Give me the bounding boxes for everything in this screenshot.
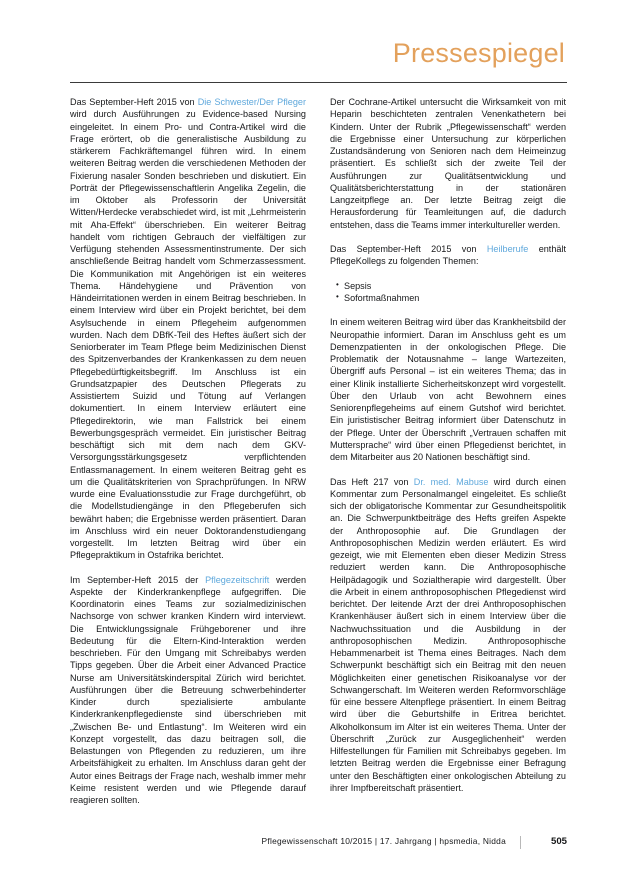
article-columns xyxy=(70,96,567,806)
article-paragraph: Das Heft 217 von Dr. med. Mabuse wird durch einen Kommentar zum Personalmangel eingeleitet. Es schließt sich der obligatorische Kommentar zur Gesundheitspolitik an. Die Schwerpunktbeiträge des Hefts greifen Aspekte der Anthroposophie auf. Die Grundlagen der Anthroposophischen Medizin werden erläutert. Es wird gezeigt, wie mit Elementen eben dieser Medizin Stress reduziert werden kann. Die Anthroposophische Heilpädagogik und Sozialtherapie wird dargestellt. Über die Arbeit in einem anthroposophischen Pflegedienst wird berichtet. Der leitende Arzt der drei Anthroposophischen Krankenhäuser äußert sich in einem Interview über die Nachwuchssituation und die Ausbildung in der anthroposophischen Medizin. Anthroposophische Hebammenarbeit ist Thema eines Beitrages. Nach dem Schwerpunkt beschäftigt sich ein Beitrag mit den neuen Möglichkeiten einer genetischen Risikoanalyse vor der Schwangerschaft. Im Weiteren werden Reformvorschläge für eine bessere Altenpflege präsentiert. In einem Beitrag wird über die Geburtshilfe in Eritrea berichtet. Alkoholkonsum im Alter ist ein weiteres Thema. Unter der Überschrift „Zurück zur Ausgeglichenheit“ werden Hilfestellungen für Familien mit Schreibabys gegeben. Im letzten Beitrag werden die Ergebnisse einer Befragung unter den Beschäftigten einer onkologischen Abteilung zu ihrer Impfbereitschaft präsentiert. xyxy=(330,476,566,793)
article-paragraph: Der Cochrane-Artikel untersucht die Wirksamkeit von mit Heparin beschichteten zentralen Venenkathetern bei Kindern. Unter der Rubrik „Pflegewissenschaft“ werden die Ergebnisse einer Untersuchung zur körperlichen Zustandsänderung von Senioren nach dem Heimeinzug präsentiert. Es schließt sich der zweite Teil der Ausführungen zur Qualitätsentwicklung und Qualitätsberichterstattung in der stationären Langzeitpflege an. Der letzte Beitrag zeigt die Herausforderung für Teamleitungen auf, die dadurch entstehen, dass die Teams immer interkultureller werden. xyxy=(330,97,566,230)
article-paragraph: Das September-Heft 2015 von Heilberufe enthält PflegeKollegs zu folgenden Themen: xyxy=(330,243,566,267)
page-footer xyxy=(70,836,567,849)
journal-link[interactable]: Dr. med. Mabuse xyxy=(413,476,489,487)
page-title: Pressespiegel xyxy=(392,38,565,68)
list-item: • Sepsis xyxy=(338,280,566,292)
journal-link[interactable]: Die Schwester/Der Pfleger xyxy=(197,97,306,107)
journal-link[interactable]: Pflegezeitschrift xyxy=(205,574,270,585)
masthead xyxy=(70,38,567,69)
masthead-divider xyxy=(70,82,567,83)
topic-list xyxy=(330,280,566,305)
journal-link[interactable]: Heilberufe xyxy=(486,243,529,254)
footer-citation: Pflegewissenschaft 10/2015 | 17. Jahrgang | hpsmedia, Nidda xyxy=(261,836,506,846)
article-paragraph: In einem weiteren Beitrag wird über das Krankheitsbild der Neuropathie informiert. Daran im Anschluss geht es um Demenzpatienten in der onkologischen Pflege. Die Problematik der Notausnahme – lange Wartezeiten, Übergriff aufs Personal – ist ein weiteres Thema; das in einer Klinik installierte Sicherheitskonzept wird vorgestellt. Über den Urlaub von acht Bewohnern eines Seniorenpflegeheims auf einem Gutshof wird berichtet. Ein jurististischer Beitrag informiert über Datenschutz in der Pflege. Unter der Überschrift „Vertrauen schaffen mit Muttersprache“ wird über einen Pflegedienst berichtet, in dem Mitarbeiter aus 20 Nationen beschäftigt sind. xyxy=(330,317,566,463)
article-paragraph: Das September-Heft 2015 von Die Schwester/Der Pfleger wird durch Ausführungen zu Evidence-based Nursing eingeleitet. In einem Pro- und Contra-Artikel wird die Frage erörtert, ob die generalistische Ausbildung zu stärkerem Fachkräftemangel führen wird. In einem weiteren Beitrag werden die verschiedenen Methoden der Fixierung nasaler Sonden beschrieben und diskutiert. Ein Porträt der Pflegewissenschaftlerin Angelika Zegelin, die im Oktober als Professorin der Universität Witten/Herdecke verabschiedet wird, ist mit „Lehrmeisterin mit Aha-Effekt“ überschrieben. Ein weiterer Beitrag handelt vom richtigen Gebrauch der vielfältigen zur Verfügung stehenden Assessmentinstrumente. Der sich anschließende Beitrag handelt vom Schmerzassessment. Die Kommunikation mit Angehörigen ist ein weiteres Thema. Händehygiene und Prävention von Händeirritationen werden in einem Beitrag beschrieben. In einem Interview wird über ein Projekt berichtet, bei dem Asylsuchende in einem Pflegeheim aufgenommen wurden. Nach dem DBfK-Teil des Heftes äußert sich der Seniorberater im Team Pflege beim Medizinischen Dienst des Spitzenverbandes der Krankenkassen zu dem neuen Pflegebedürftigkeitsbegriff. Im Anschluss ist ein Grundsatzpapier des Deutschen Pflegerats zu Assistiertem Suizid und Tötung auf Verlangen dokumentiert. In einem Interview erläutert eine Pflegedirektorin, wie man Fallstrick bei einem Bewerbungsgespräch vermeidet. Ein juristischer Beitrag beschäftigt sich mit dem nach dem GKV-Versorgungsstärkungsgesetz verpflichtenden Entlassmanagement. In einem weiteren Beitrag geht es um die Qualitätskriterien von Sprachprüfungen. In NRW wurde eine Evaluationsstudie zur Frage durchgeführt, ob die Modellstudiengänge in den Pflegeberufen sich bewährt haben; die Ergebnisse werden präsentiert. Daran im Anschluss wird ein neuer Doktorandenstudiengang vorgestellt. Im letzten Beitrag wird über ein Pflegepraktikum in Ostafrika berichtet. xyxy=(70,97,306,561)
list-item: • Sofortmaßnahmen xyxy=(338,292,566,304)
column-right xyxy=(330,96,566,793)
page-number: 505 xyxy=(550,836,567,847)
article-paragraph: Im September-Heft 2015 der Pflegezeitschrift werden Aspekte der Kinderkrankenpflege aufgegriffen. Die Koordinatorin eines Teams zur sozialmedizinischen Nachsorge von schwer kranken Kindern wird interviewt. Die Entwicklungssignale Frühgeborener und ihre Bedeutung für die Eltern-Kind-Interaktion werden beschrieben. Für den Umgang mit Schreibabys werden Tipps gegeben. Über die Arbeit einer Advanced Practice Nurse am Universitätskinderspital Zürich wird berichtet. Ausführungen über die Betreuung schwerbehinderter Kinder durch spezialisierte ambulante Kinderkrankenpflegedienste sind überschrieben mit „Zwischen Be- und Entlastung“. Im Weiteren wird ein Konzept vorgestellt, das dazu beitragen soll, die Belastungen von Pflegenden zu reduzieren, um ihre Arbeitsfähigkeit zu erhalten. Im Anschluss daran geht der Autor eines Beitrags der Frage nach, weshalb immer mehr Keime resistent werden und wie Pflegende darauf reagieren sollten. xyxy=(70,574,306,806)
column-left xyxy=(70,96,306,806)
